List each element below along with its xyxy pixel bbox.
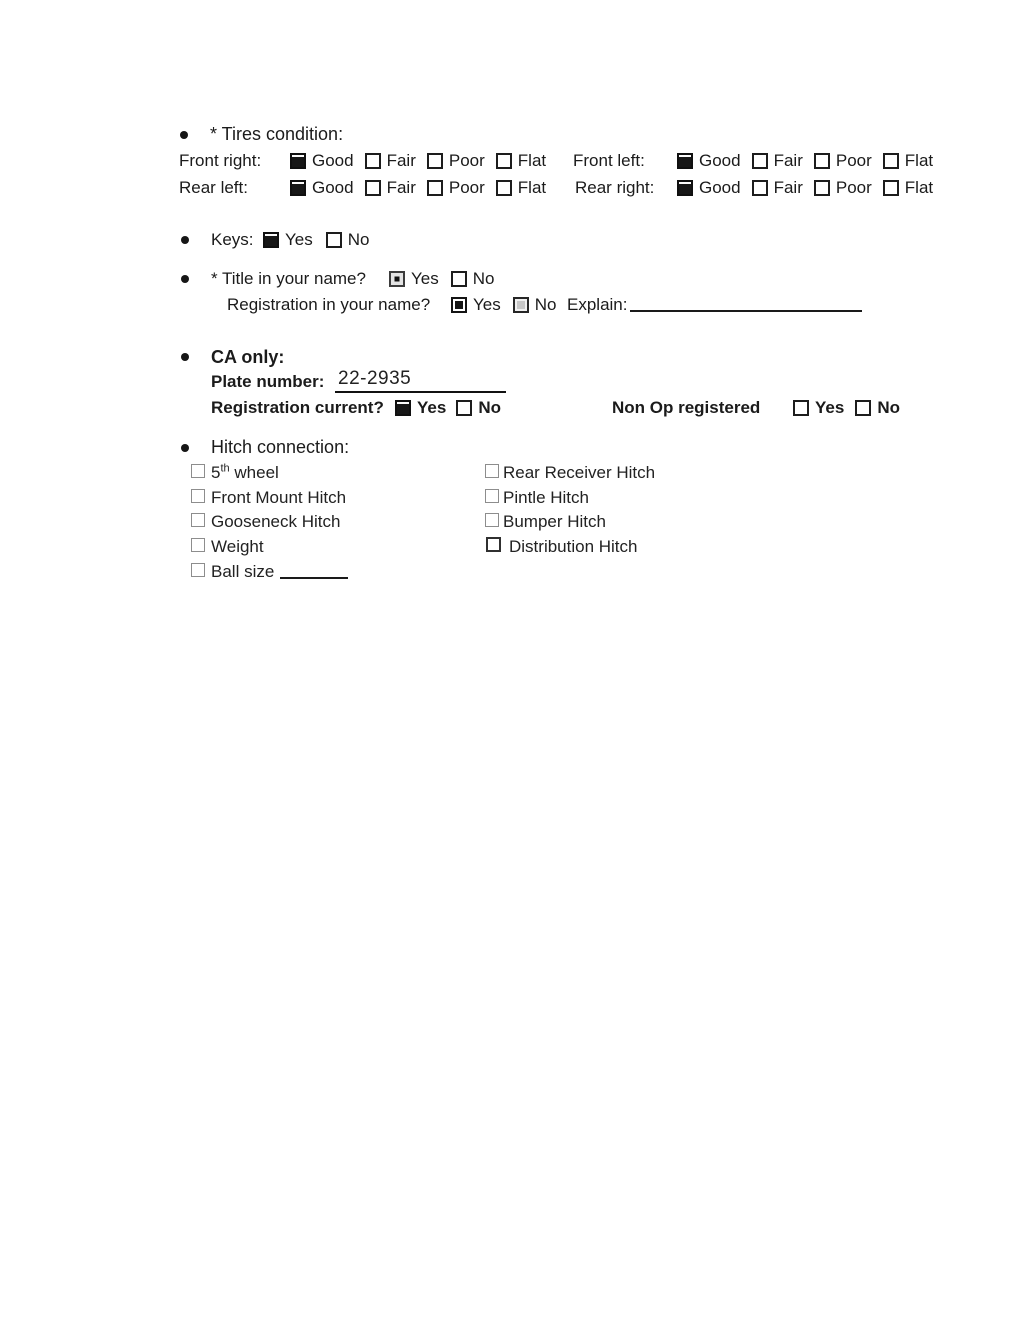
option-label: Fair <box>773 178 803 197</box>
option-label: Good <box>312 151 354 170</box>
tire-label-front-right: Front right: <box>179 151 262 170</box>
option-label: Fair <box>386 178 416 197</box>
ca-only-heading: CA only: <box>211 347 285 367</box>
option-label: Flat <box>517 178 547 197</box>
title-question-label: * Title in your name? <box>211 269 366 288</box>
checkbox-front-right-fair[interactable] <box>365 153 381 169</box>
checkbox-rear-left-poor[interactable] <box>427 180 443 196</box>
registration-question-label: Registration in your name? <box>227 295 431 314</box>
hitch-item-label <box>211 462 279 483</box>
bullet-icon <box>181 236 189 244</box>
checkbox-front-left-flat[interactable] <box>883 153 899 169</box>
tire-options-front-right <box>290 150 546 171</box>
plate-number-field[interactable]: 22-2935 <box>335 368 506 393</box>
checkbox-keys-yes[interactable] <box>263 232 279 248</box>
option-label: Yes <box>285 230 313 249</box>
hitch-row-1 <box>0 462 1024 484</box>
tire-options-front-left <box>677 150 933 171</box>
checkbox-title-no[interactable] <box>451 271 467 287</box>
checkbox-front-right-poor[interactable] <box>427 153 443 169</box>
checkbox-registration-current-yes[interactable] <box>395 400 411 416</box>
checkbox-rear-right-flat[interactable] <box>883 180 899 196</box>
checkbox-rear-right-fair[interactable] <box>752 180 768 196</box>
option-label: Poor <box>835 178 872 197</box>
checkbox-non-op-no[interactable] <box>855 400 871 416</box>
hitch-row-3 <box>0 511 1024 533</box>
tire-label-front-left: Front left: <box>573 151 645 170</box>
option-label: Flat <box>517 151 547 170</box>
option-label: No <box>534 295 557 314</box>
hitch-row-5 <box>0 561 1024 583</box>
tire-label-rear-right: Rear right: <box>575 178 655 197</box>
ball-size-blank-field[interactable] <box>280 561 348 579</box>
bullet-icon <box>181 275 189 283</box>
checkbox-front-right-good[interactable] <box>290 153 306 169</box>
option-label: Fair <box>386 151 416 170</box>
checkbox-front-mount-hitch[interactable] <box>191 489 205 503</box>
checkbox-rear-left-good[interactable] <box>290 180 306 196</box>
checkbox-keys-no[interactable] <box>326 232 342 248</box>
explain-label: Explain: <box>567 295 628 314</box>
label-superscript: th <box>220 462 230 475</box>
option-label: No <box>877 398 900 417</box>
checkbox-weight[interactable] <box>191 538 205 552</box>
checkbox-distribution-hitch[interactable] <box>486 537 501 552</box>
hitch-item-label: Pintle Hitch <box>503 488 589 507</box>
checkbox-front-left-fair[interactable] <box>752 153 768 169</box>
checkbox-rear-right-good[interactable] <box>677 180 693 196</box>
hitch-row-2 <box>0 487 1024 509</box>
registration-current-label: Registration current? <box>211 398 384 417</box>
plate-number-label: Plate number: <box>211 372 325 391</box>
checkbox-front-left-good[interactable] <box>677 153 693 169</box>
tires-row-2 <box>0 177 1024 199</box>
hitch-row-4 <box>0 536 1024 558</box>
hitch-heading: Hitch connection: <box>211 437 350 457</box>
checkbox-title-yes[interactable] <box>389 271 405 287</box>
checkbox-rear-receiver-hitch[interactable] <box>485 464 499 478</box>
checkbox-rear-left-fair[interactable] <box>365 180 381 196</box>
bullet-icon <box>181 353 189 361</box>
option-label: Yes <box>815 398 845 417</box>
checkbox-pintle-hitch[interactable] <box>485 489 499 503</box>
hitch-item-label: Distribution Hitch <box>509 537 638 556</box>
checkbox-front-right-flat[interactable] <box>496 153 512 169</box>
hitch-item-label: Bumper Hitch <box>503 512 606 531</box>
option-label: Good <box>699 151 741 170</box>
checkbox-ball-size[interactable] <box>191 563 205 577</box>
checkbox-bumper-hitch[interactable] <box>485 513 499 527</box>
hitch-section <box>0 436 1024 458</box>
checkbox-registration-current-no[interactable] <box>456 400 472 416</box>
registration-current-row <box>0 397 1024 419</box>
bullet-icon <box>181 444 189 452</box>
checkbox-front-left-poor[interactable] <box>814 153 830 169</box>
option-label: Fair <box>773 151 803 170</box>
option-label: Flat <box>904 151 934 170</box>
keys-row <box>0 229 1024 251</box>
hitch-item-label: Weight <box>211 537 264 556</box>
keys-label: Keys: <box>211 230 254 249</box>
tires-heading: * Tires condition: <box>210 124 344 144</box>
tire-label-rear-left: Rear left: <box>179 178 248 197</box>
registration-question-row <box>0 294 1024 316</box>
option-label: No <box>478 398 501 417</box>
plate-number-row <box>0 368 1024 393</box>
option-label: Yes <box>473 295 501 314</box>
keys-options <box>263 229 369 250</box>
option-label: Poor <box>448 151 485 170</box>
ca-only-section <box>0 346 1024 368</box>
explain-blank-field[interactable] <box>630 294 862 312</box>
tires-section <box>0 123 1024 145</box>
checkbox-registration-no[interactable] <box>513 297 529 313</box>
option-label: No <box>472 269 495 288</box>
option-label: No <box>347 230 370 249</box>
checkbox-5th-wheel[interactable] <box>191 464 205 478</box>
checkbox-non-op-yes[interactable] <box>793 400 809 416</box>
option-label: Flat <box>904 178 934 197</box>
hitch-item-label: Rear Receiver Hitch <box>503 463 656 482</box>
non-op-label: Non Op registered <box>612 398 761 417</box>
label-part: wheel <box>229 463 279 482</box>
checkbox-gooseneck-hitch[interactable] <box>191 513 205 527</box>
checkbox-rear-right-poor[interactable] <box>814 180 830 196</box>
non-op-options <box>793 397 900 418</box>
option-label: Good <box>699 178 741 197</box>
option-label: Yes <box>417 398 447 417</box>
label-part: 5 <box>211 463 221 482</box>
checkbox-registration-yes[interactable] <box>451 297 467 313</box>
option-label: Poor <box>835 151 872 170</box>
hitch-item-label: Ball size <box>211 562 275 581</box>
hitch-item-label: Gooseneck Hitch <box>211 512 341 531</box>
option-label: Yes <box>411 269 439 288</box>
checkbox-rear-left-flat[interactable] <box>496 180 512 196</box>
tire-options-rear-right <box>677 177 933 198</box>
tire-options-rear-left <box>290 177 546 198</box>
bullet-icon <box>180 131 188 139</box>
tires-row-1 <box>0 150 1024 172</box>
registration-question-options <box>451 294 556 315</box>
option-label: Good <box>312 178 354 197</box>
registration-current-options <box>395 397 501 418</box>
hitch-item-label: Front Mount Hitch <box>211 488 347 507</box>
title-question-row <box>0 268 1024 290</box>
title-question-options <box>389 268 494 289</box>
option-label: Poor <box>448 178 485 197</box>
